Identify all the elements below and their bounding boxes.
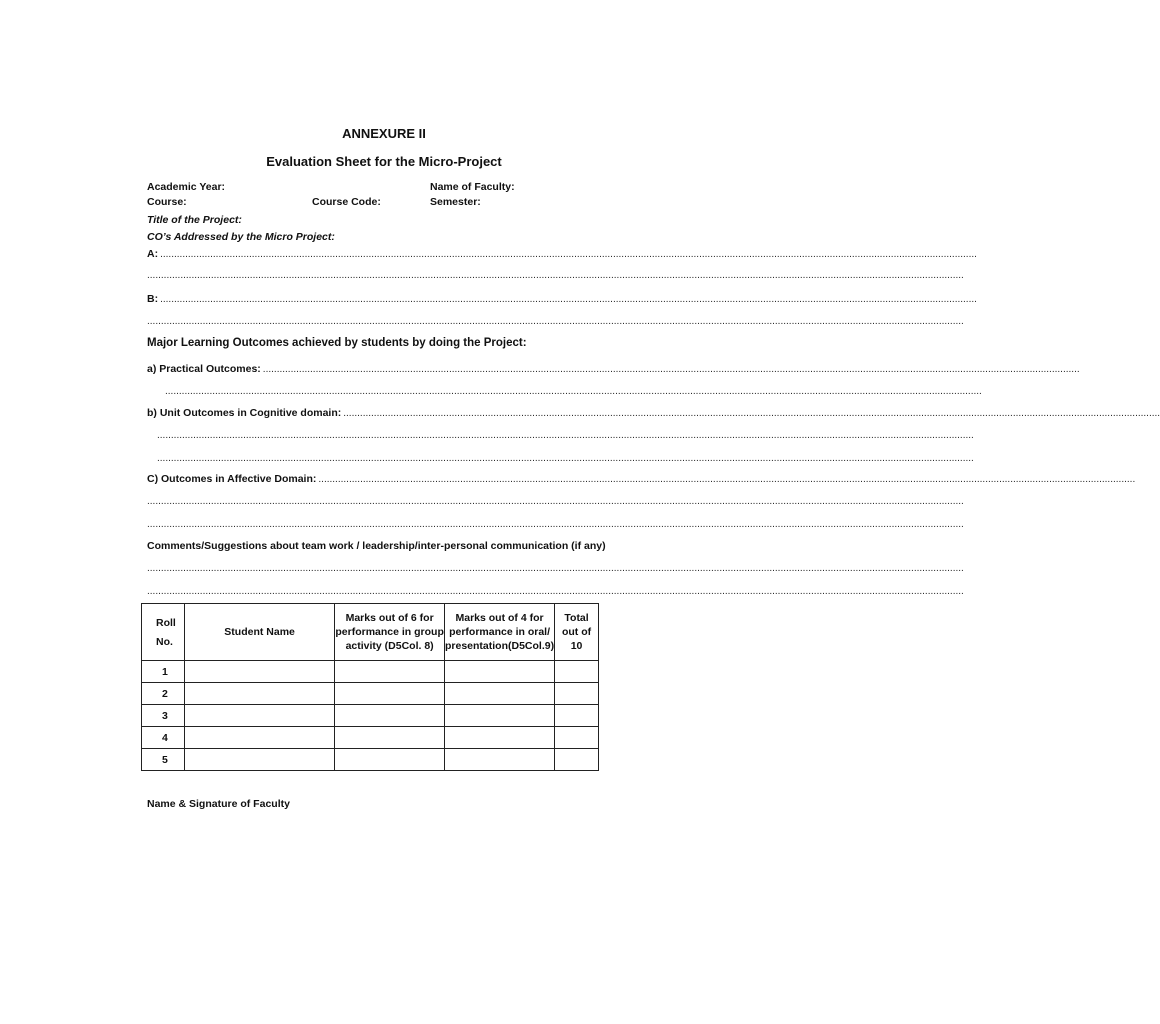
- dotted-line: ......................................................................................................................................................................................................................................................................................................: [157, 453, 974, 464]
- oral-marks-cell[interactable]: [444, 705, 554, 727]
- group-marks-header: [335, 604, 445, 661]
- dotted-line: ......................................................................................................................................................................................................................................................................................................: [147, 496, 964, 507]
- group-header-line: activity (D5Col. 8): [345, 640, 434, 652]
- oral-header-line: performance in oral/: [449, 626, 551, 638]
- evaluation-table: [141, 603, 599, 771]
- table-header-row: [142, 604, 599, 661]
- oral-marks-cell[interactable]: [444, 749, 554, 771]
- student-name-cell[interactable]: [184, 749, 334, 771]
- table-row: [142, 727, 599, 749]
- group-header-line: performance in group: [335, 626, 444, 638]
- student-name-cell[interactable]: [184, 705, 334, 727]
- cos-addressed-label: CO’s Addressed by the Micro Project:: [147, 231, 335, 243]
- group-marks-cell[interactable]: [335, 727, 445, 749]
- cognitive-outcomes-label: b) Unit Outcomes in Cognitive domain:: [147, 407, 342, 419]
- total-marks-header: [555, 604, 599, 661]
- oral-marks-cell[interactable]: [444, 727, 554, 749]
- affective-outcomes-label: C) Outcomes in Affective Domain:: [147, 473, 317, 485]
- oral-header-line: Marks out of 4 for: [455, 612, 544, 624]
- table-row: [142, 705, 599, 727]
- oral-header-line: presentation(D5Col.9): [444, 640, 555, 652]
- co-a-line: [147, 248, 977, 260]
- dotted-line: ......................................................................................................................................................................................................................................................................................................: [147, 316, 964, 327]
- comments-label: Comments/Suggestions about team work / leadership/inter-personal communication (if any): [147, 540, 606, 552]
- table-row: [142, 749, 599, 771]
- group-header-line: Marks out of 6 for: [345, 612, 434, 624]
- student-name-cell[interactable]: [184, 683, 334, 705]
- roll-no-cell: 2: [142, 683, 185, 705]
- total-header-line: 10: [570, 640, 583, 652]
- oral-marks-cell[interactable]: [444, 661, 554, 683]
- student-name-cell[interactable]: [184, 661, 334, 683]
- course-label: Course:: [147, 196, 187, 208]
- dotted-line: ......................................................................................................................................................................................................................................................................................................: [165, 386, 982, 397]
- dotted-line: ......................................................................................................................................................................................................................................................................................................: [147, 563, 964, 574]
- oral-marks-cell[interactable]: [444, 683, 554, 705]
- co-a-label: A:: [147, 248, 159, 260]
- academic-year-label: Academic Year:: [147, 181, 226, 193]
- faculty-signature-label: Name & Signature of Faculty: [147, 798, 290, 810]
- group-marks-cell[interactable]: [335, 661, 445, 683]
- group-marks-cell[interactable]: [335, 683, 445, 705]
- total-marks-cell[interactable]: [555, 705, 599, 727]
- dotted-line: ......................................................................................................................................................................................................................................................................................................: [147, 586, 964, 597]
- course-code-label: Course Code:: [312, 196, 381, 208]
- table-row: [142, 683, 599, 705]
- annexure-heading: ANNEXURE II: [342, 126, 426, 141]
- table-row: [142, 661, 599, 683]
- total-header-line: Total: [564, 612, 589, 624]
- roll-no-header: [142, 604, 185, 661]
- co-a-dots: ......................................................................................................................................................................................................................................................................................................: [160, 249, 977, 260]
- affective-outcomes-line: [147, 473, 1136, 485]
- project-title-label: Title of the Project:: [147, 214, 242, 226]
- oral-marks-header: [444, 604, 554, 661]
- student-name-header: Student Name: [184, 604, 334, 661]
- roll-header-line: Roll: [156, 616, 176, 629]
- roll-no-cell: 3: [142, 705, 185, 727]
- total-marks-cell[interactable]: [555, 661, 599, 683]
- roll-no-cell: 4: [142, 727, 185, 749]
- total-marks-cell[interactable]: [555, 683, 599, 705]
- roll-no-cell: 1: [142, 661, 185, 683]
- group-marks-cell[interactable]: [335, 749, 445, 771]
- name-of-faculty-label: Name of Faculty:: [430, 181, 515, 193]
- practical-outcomes-dots: ......................................................................................................................................................................................................................................................................................................: [262, 364, 1080, 375]
- dotted-line: ......................................................................................................................................................................................................................................................................................................: [157, 430, 974, 441]
- dotted-line: ......................................................................................................................................................................................................................................................................................................: [147, 519, 964, 530]
- co-b-line: [147, 293, 977, 305]
- total-marks-cell[interactable]: [555, 727, 599, 749]
- page-title: Evaluation Sheet for the Micro-Project: [266, 154, 502, 169]
- group-marks-cell[interactable]: [335, 705, 445, 727]
- cognitive-outcomes-line: [147, 407, 1160, 419]
- dotted-line: ......................................................................................................................................................................................................................................................................................................: [147, 270, 964, 281]
- roll-no-cell: 5: [142, 749, 185, 771]
- total-marks-cell[interactable]: [555, 749, 599, 771]
- cognitive-outcomes-dots: ......................................................................................................................................................................................................................................................................................................: [343, 408, 1160, 419]
- semester-label: Semester:: [430, 196, 481, 208]
- roll-header-line: No.: [156, 635, 173, 648]
- co-b-dots: ......................................................................................................................................................................................................................................................................................................: [160, 294, 977, 305]
- affective-outcomes-dots: ......................................................................................................................................................................................................................................................................................................: [318, 474, 1136, 485]
- total-header-line: out of: [561, 626, 592, 638]
- practical-outcomes-label: a) Practical Outcomes:: [147, 363, 261, 375]
- student-name-cell[interactable]: [184, 727, 334, 749]
- practical-outcomes-line: [147, 363, 1080, 375]
- co-b-label: B:: [147, 293, 159, 305]
- outcomes-heading: Major Learning Outcomes achieved by students by doing the Project:: [147, 337, 527, 349]
